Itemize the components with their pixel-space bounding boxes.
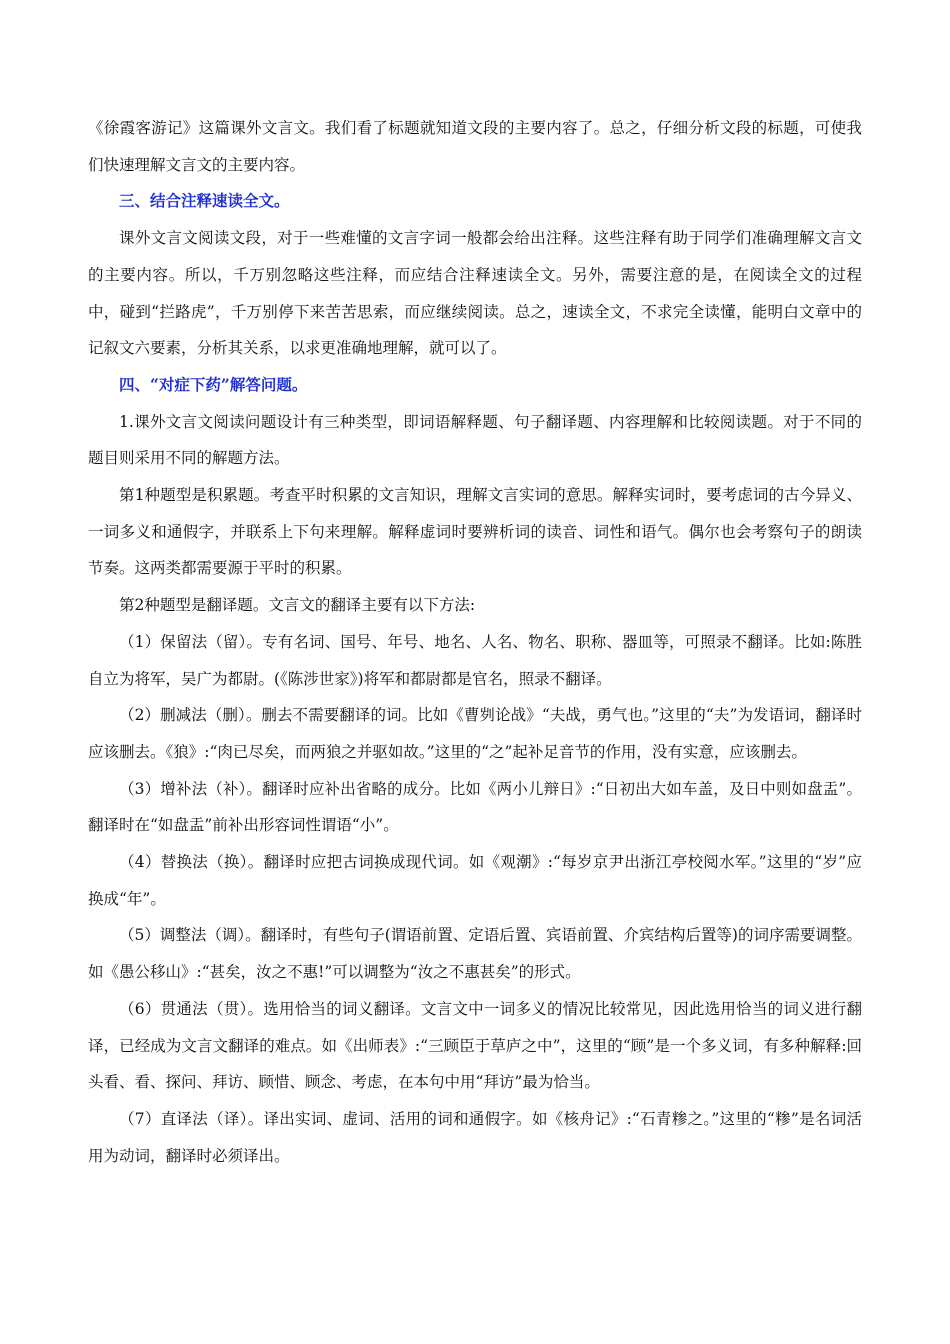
paragraph-type-1: 第1种题型是积累题。考查平时积累的文言知识，理解文言实词的意思。解释实词时，要考虑词的古今异义、一词多义和通假字，并联系上下句来理解。解释虚词时要辨析词的读音、词性和语气。偶尔也会考察句子的朗读节奏。这两类都需要源于平时的积累。: [88, 486, 862, 578]
paragraph-intro: 《徐霞客游记》这篇课外文言文。我们看了标题就知道文段的主要内容了。总之，仔细分析文段的标题，可使我们快速理解文言文的主要内容。: [88, 119, 862, 174]
paragraph-method-1: （1）保留法（留）。专有名词、国号、年号、地名、人名、物名、职称、器皿等，可照录不翻译。比如:陈胜自立为将军，吴广为都尉。(《陈涉世家》)将军和都尉都是官名，照录不翻译。: [88, 632, 862, 688]
paragraph-method-6: （6）贯通法（贯）。选用恰当的词义翻译。文言文中一词多义的情况比较常见，因此选用恰当的词义进行翻译，已经成为文言文翻译的难点。如《出师表》:“三顾臣于草庐之中”，这里的“顾”是一个多义词，有多种解释:回头看、看、探问、拜访、顾惜、顾念、考虑，在本句中用“拜访”最为恰当。: [88, 999, 862, 1092]
paragraph-method-4: （4）替换法（换）。翻译时应把古词换成现代词。如《观潮》:“每岁京尹出浙江亭校阅水军。”这里的“岁”应换成“年”。: [88, 853, 862, 908]
section-heading-4: 四、“对症下药”解答问题。: [119, 374, 308, 394]
paragraph-method-5: （5）调整法（调）。翻译时，有些句子(谓语前置、定语后置、宾语前置、介宾结构后置等)的词序需要调整。如《愚公移山》:“甚矣，汝之不惠!”可以调整为“汝之不惠甚矣”的形式。: [88, 926, 862, 982]
paragraph-question-types: 1.课外文言文阅读问题设计有三种类型，即词语解释题、句子翻译题、内容理解和比较阅读题。对于不同的题目则采用不同的解题方法。: [88, 412, 862, 468]
paragraph-method-3: （3）增补法（补）。翻译时应补出省略的成分。比如《两小儿辩日》:“日初出大如车盖，及日中则如盘盂”。翻译时在“如盘盂”前补出形容词性谓语“小”。: [88, 779, 862, 835]
paragraph-annotation: 课外文言文阅读文段，对于一些难懂的文言字词一般都会给出注释。这些注释有助于同学们准确理解文言文的主要内容。所以，千万别忽略这些注释，而应结合注释速读全文。另外，需要注意的是，在阅读全文的过程中，碰到“拦路虎”，千万别停下来苦苦思索，而应继续阅读。总之，速读全文，不求完全读懂，能明白文章中的记叙文六要素，分析其关系，以求更准确地理解，就可以了。: [88, 229, 862, 358]
section-heading-3: 三、结合注释速读全文。: [119, 191, 290, 211]
paragraph-method-7: （7）直译法（译）。译出实词、虚词、活用的词和通假字。如《核舟记》:“石青糁之。”这里的“糁”是名词活用为动词，翻译时必须译出。: [88, 1109, 862, 1165]
paragraph-type-2: 第2种题型是翻译题。文言文的翻译主要有以下方法:: [119, 596, 476, 615]
paragraph-method-2: （2）删减法（删）。删去不需要翻译的词。比如《曹刿论战》“夫战，勇气也。”这里的“夫”为发语词，翻译时应该删去。《狼》:“肉已尽矣，而两狼之并驱如故。”这里的“之”起补足音节的作用，没有实意，应该删去。: [88, 706, 862, 761]
